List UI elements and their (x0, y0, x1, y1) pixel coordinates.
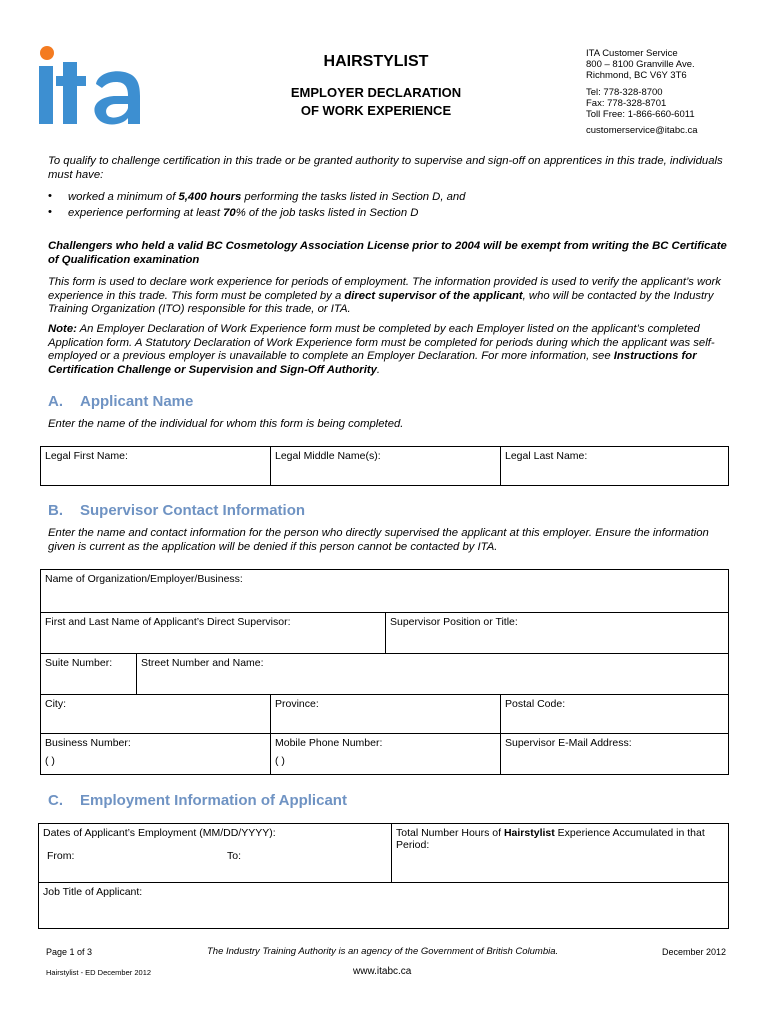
section-a-heading: A. Applicant Name (48, 393, 194, 410)
postal-code-field[interactable]: Postal Code: (500, 694, 728, 733)
agency-statement: The Industry Training Authority is an agency of the Government of British Columbia. (207, 946, 559, 957)
form-code: Hairstylist - ED December 2012 (46, 968, 152, 977)
section-c-heading: C. Employment Information of Applicant (48, 792, 347, 809)
supervisor-title-field[interactable]: Supervisor Position or Title: (385, 612, 728, 653)
ita-logo (36, 44, 148, 126)
subtitle-line-2: OF WORK EXPERIENCE (300, 103, 452, 118)
intro-paragraph: To qualify to challenge certification in this trade or be granted authority to supervise and sign-off on apprentices in this trade, individuals must have: (48, 155, 723, 181)
legal-last-name-field[interactable]: Legal Last Name: (500, 447, 728, 485)
supervisor-email-field[interactable]: Supervisor E-Mail Address: (500, 733, 728, 774)
form-purpose: This form is used to declare work experience for periods of employment. The information provided is used to verify the applicant’s work experience in this trade. This form must be completed by a direct supervisor of the applicant, who will be contacted by the Industry Training Organization (ITO) responsible for this trade, or ITA. (48, 276, 721, 315)
section-b-heading: B. Supervisor Contact Information (48, 502, 306, 519)
legal-first-name-field[interactable]: Legal First Name: (45, 450, 128, 462)
requirement-tasks: • experience performing at least 70% of the job tasks listed in Section D (48, 207, 465, 223)
employment-dates-field[interactable]: Dates of Applicant’s Employment (MM/DD/YYYY): From: To: (43, 827, 276, 862)
contact-name: ITA Customer Service (586, 48, 678, 59)
section-a-instructions: Enter the name of the individual for whom this form is being completed. (48, 418, 404, 430)
contact-block (586, 48, 698, 136)
contact-tollfree: Toll Free: 1-866-660-6011 (586, 109, 695, 120)
legal-middle-name-field[interactable]: Legal Middle Name(s): (270, 447, 500, 485)
requirement-hours: • worked a minimum of 5,400 hours performing the tasks listed in Section D, and (48, 191, 465, 207)
street-field[interactable]: Street Number and Name: (136, 653, 728, 694)
requirements-list (48, 191, 465, 223)
city-field[interactable]: City: (41, 694, 270, 733)
section-b-instructions: Enter the name and contact information for the person who directly supervised the applicant at this employer. Ensure the information given is current as the application will be denied if this person cannot be contacted by ITA. (48, 527, 709, 553)
note-paragraph: Note: An Employer Declaration of Work Experience form must be completed by each Employer listed on the applicant’s completed Application form. A Statutory Declaration of Work Experience form must be completed for periods during which the applicant was self-employed or a previous employer is unavailable to complete an Employer Declaration. For more information, see Instructions for Certification Challenge or Supervision and Sign-Off Authority. (48, 323, 715, 376)
form-title: HAIRSTYLIST (323, 53, 429, 70)
job-title-field[interactable]: Job Title of Applicant: (39, 882, 728, 928)
subtitle-line-1: EMPLOYER DECLARATION (290, 85, 462, 100)
organization-name-field[interactable]: Name of Organization/Employer/Business: (45, 573, 243, 585)
province-field[interactable]: Province: (270, 694, 500, 733)
from-date-label: From: (47, 850, 75, 862)
total-hours-field[interactable]: Total Number Hours of Hairstylist Experience Accumulated in that Period: (391, 824, 728, 882)
business-number-field[interactable]: Business Number: ( ) (41, 733, 270, 774)
employment-table (38, 823, 729, 929)
form-subtitle (268, 84, 484, 120)
contact-tel: Tel: 778-328-8700 (586, 87, 663, 98)
footer-date: December 2012 (662, 947, 727, 957)
contact-address-2: Richmond, BC V6Y 3T6 (586, 70, 687, 81)
contact-email[interactable]: customerservice@itabc.ca (586, 125, 698, 136)
exemption-note: Challengers who held a valid BC Cosmetology Association License prior to 2004 will be exempt from writing the BC Certificate of Qualification examination (48, 240, 727, 266)
contact-fax: Fax: 778-328-8701 (586, 98, 667, 109)
contact-address-1: 800 – 8100 Granville Ave. (586, 59, 695, 70)
mobile-phone-field[interactable]: Mobile Phone Number: ( ) (270, 733, 500, 774)
website-link[interactable]: www.itabc.ca (353, 966, 412, 977)
supervisor-name-field[interactable]: First and Last Name of Applicant’s Direct Supervisor: (41, 612, 385, 653)
page-number: Page 1 of 3 (46, 947, 93, 957)
suite-number-field[interactable]: Suite Number: (41, 653, 136, 694)
to-date-label: To: (227, 850, 242, 862)
supervisor-table (40, 569, 729, 775)
applicant-name-table (40, 446, 729, 486)
